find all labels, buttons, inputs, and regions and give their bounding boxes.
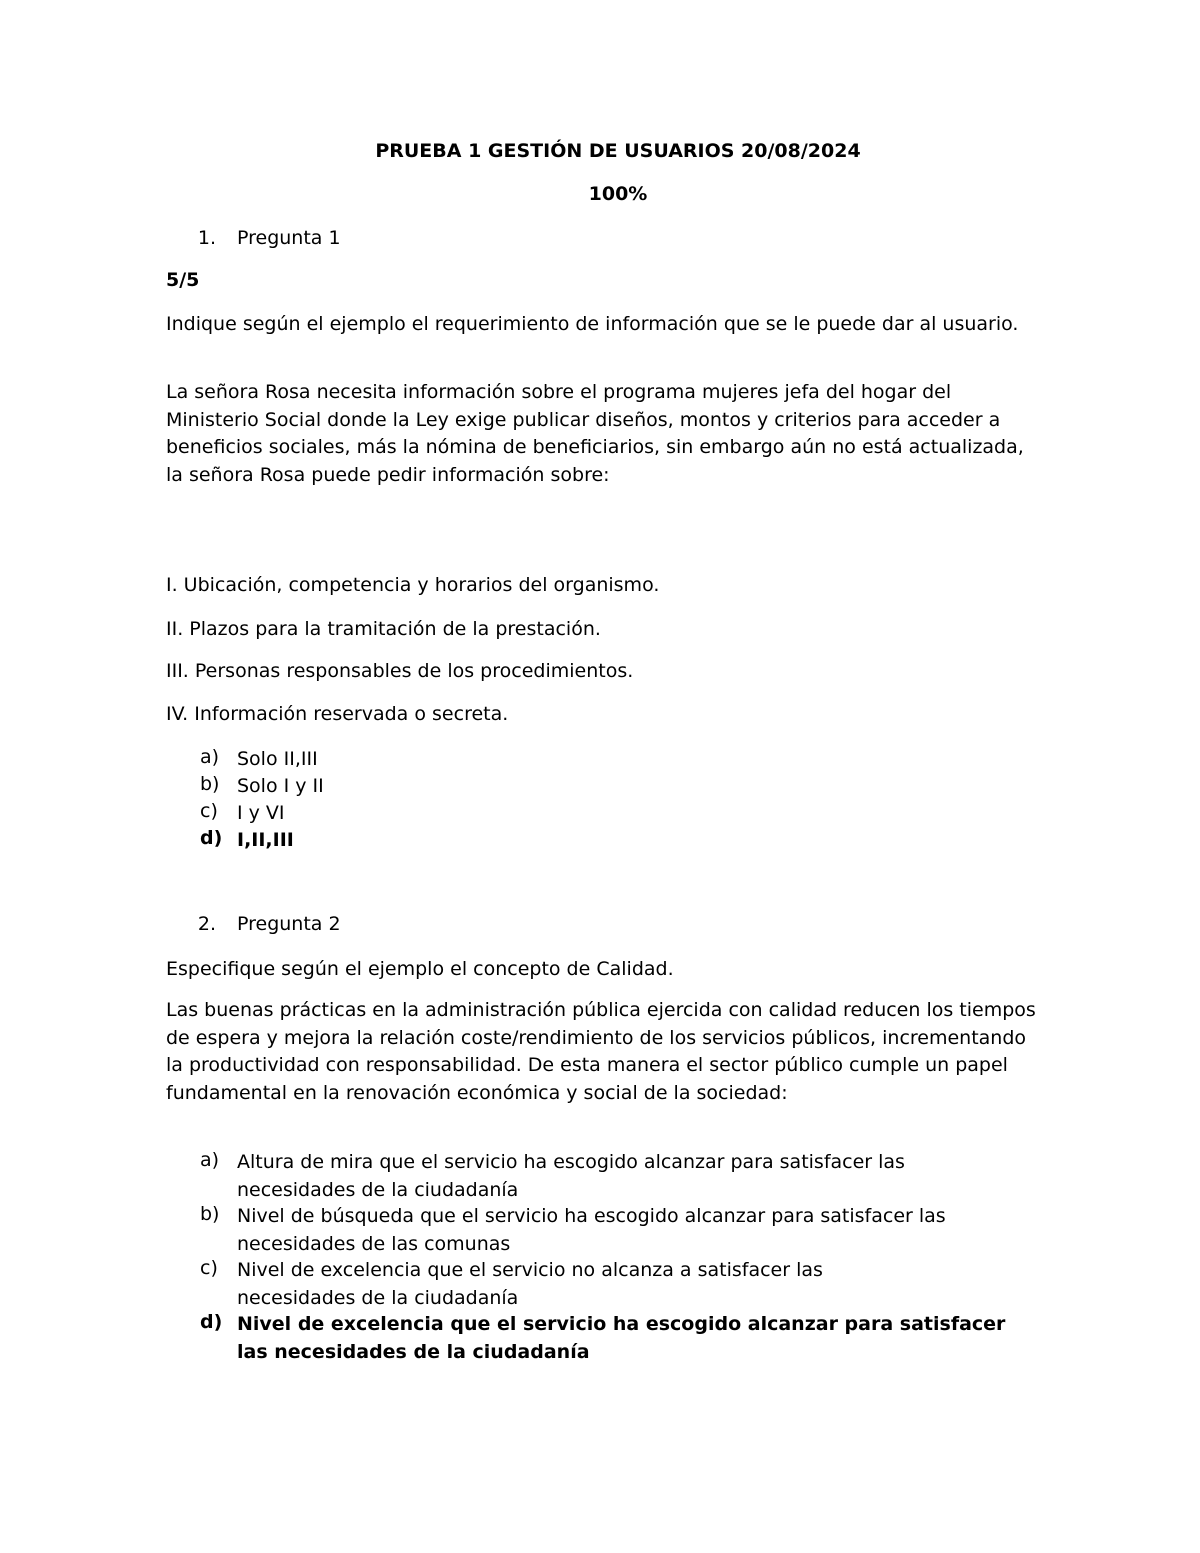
question-1-item: I. Ubicación, competencia y horarios del organismo.	[166, 574, 660, 596]
option-text: Solo I y II	[237, 775, 324, 797]
option-text: Nivel de excelencia que el servicio no alcanza a satisfacer las necesidades de la ciudadanía	[237, 1259, 823, 1309]
correct-option-text: I,II,III	[237, 829, 294, 851]
question-2-scenario: Las buenas prácticas en la administración pública ejercida con calidad reducen los tiempos de espera y mejora la relación coste/rendimiento de los servicios públicos, incrementando la productividad con responsabilidad. De esta manera el sector público cumple un papel fundamental en la renovación económica y social de la sociedad:	[166, 999, 1036, 1104]
option-letter: c)	[200, 800, 218, 822]
correct-option-letter: d)	[200, 1311, 223, 1333]
question-1-item: III. Personas responsables de los procedimientos.	[166, 660, 634, 682]
question-1-item: II. Plazos para la tramitación de la prestación.	[166, 618, 601, 640]
option-letter: a)	[200, 746, 220, 768]
question-1-prompt: Indique según el ejemplo el requerimiento de información que se le puede dar al usuario.	[166, 313, 1019, 335]
question-2-number: 2.	[197, 913, 216, 935]
option-text: I y VI	[237, 802, 285, 824]
option-text: Altura de mira que el servicio ha escogido alcanzar para satisfacer las necesidades de la ciudadanía	[237, 1151, 905, 1201]
page-title: PRUEBA 1 GESTIÓN DE USUARIOS 20/08/2024	[375, 140, 861, 162]
total-score: 100%	[588, 183, 648, 205]
question-2-prompt: Especifique según el ejemplo el concepto de Calidad.	[166, 958, 674, 980]
correct-option-letter: d)	[200, 827, 223, 849]
question-1-score: 5/5	[166, 269, 200, 291]
option-text: Solo II,III	[237, 748, 318, 770]
option-letter: a)	[200, 1149, 220, 1171]
option-letter: c)	[200, 1257, 218, 1279]
question-1-label: Pregunta 1	[237, 227, 341, 249]
question-1-item: IV. Información reservada o secreta.	[166, 703, 509, 725]
option-letter: b)	[200, 1203, 220, 1225]
option-letter: b)	[200, 773, 220, 795]
question-1-scenario: La señora Rosa necesita información sobre el programa mujeres jefa del hogar del Ministerio Social donde la Ley exige publicar diseños, montos y criterios para acceder a beneficios sociales, más la nómina de beneficiarios, sin embargo aún no está actualizada, la señora Rosa puede pedir información sobre:	[166, 381, 1024, 486]
option-text: Nivel de búsqueda que el servicio ha escogido alcanzar para satisfacer las necesidades de las comunas	[237, 1205, 946, 1255]
question-2-label: Pregunta 2	[237, 913, 341, 935]
question-1-number: 1.	[197, 227, 216, 249]
correct-option-text: Nivel de excelencia que el servicio ha escogido alcanzar para satisfacer las necesidades de la ciudadanía	[237, 1313, 1006, 1363]
